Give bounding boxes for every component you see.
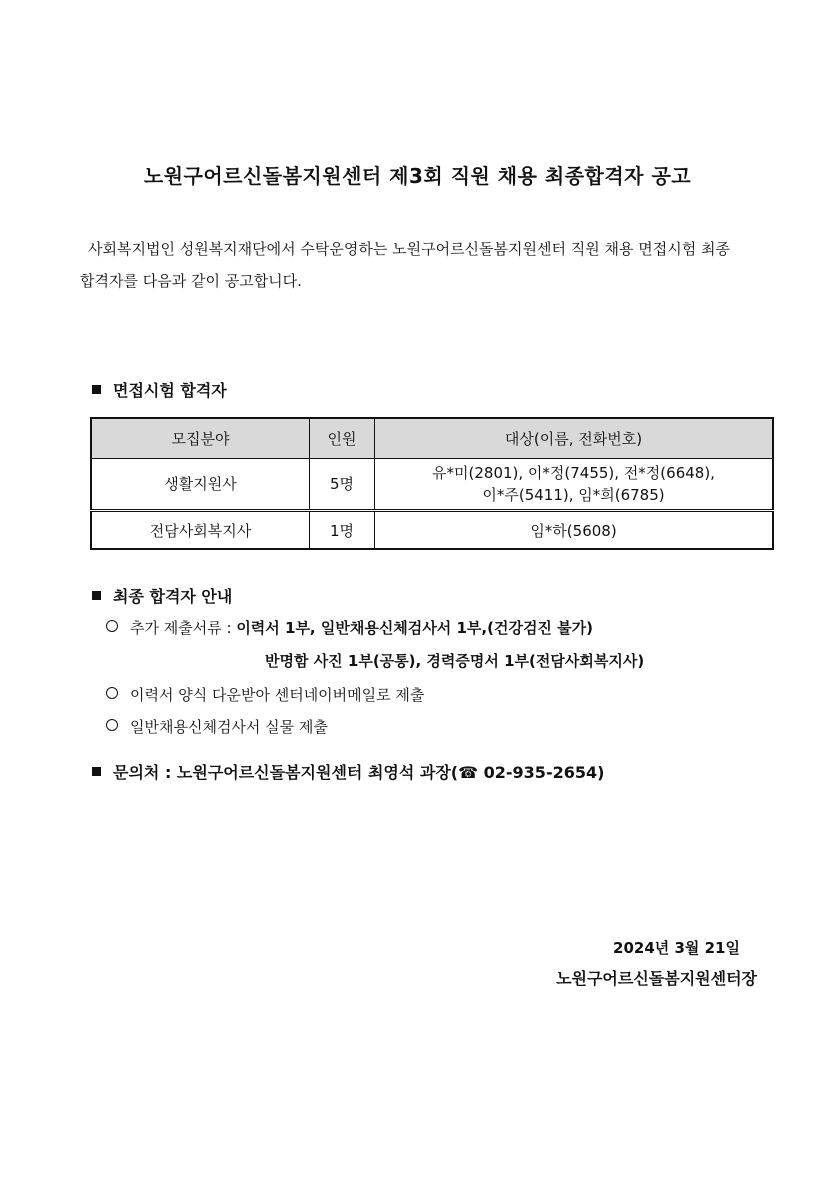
guide-item-documents (106, 617, 593, 638)
section-final-guide (92, 584, 232, 607)
guide-item-health-check (106, 716, 328, 737)
documents-label: 추가 제출서류 : (130, 619, 237, 637)
passers-table (90, 417, 774, 550)
header-count: 인원 (310, 418, 375, 459)
square-bullet-icon (92, 385, 101, 394)
section-interview-passers (92, 378, 227, 401)
table-row (91, 459, 773, 511)
circle-bullet-icon (106, 719, 118, 731)
cell-targets (375, 459, 774, 511)
header-targets: 대상(이름, 전화번호) (375, 418, 774, 459)
header-field: 모집분야 (91, 418, 310, 459)
contact-phone: 02-935-2654) (478, 763, 605, 782)
square-bullet-icon (92, 767, 101, 776)
documents-continued: 반명함 사진 1부(공통), 경력증명서 1부(전담사회복지사) (265, 652, 645, 670)
section-heading: 최종 합격자 안내 (113, 587, 233, 606)
phone-icon: ☎ (458, 763, 479, 782)
cell-count: 5명 (310, 459, 375, 511)
intro-line-1: 사회복지법인 성원복지재단에서 수탁운영하는 노원구어르신돌봄지원센터 직원 채용 면접시험 최종 (88, 240, 730, 258)
documents-value: 이력서 1부, 일반채용신체검사서 1부,(건강검진 불가) (236, 619, 593, 637)
page-title: 노원구어르신돌봄지원센터 제3회 직원 채용 최종합격자 공고 (143, 164, 692, 188)
cell-targets: 임*하(5608) (375, 511, 774, 550)
guide-text: 이력서 양식 다운받아 센터네이버메일로 제출 (130, 686, 425, 704)
targets-line: 이*주(5411), 임*희(6785) (482, 486, 665, 504)
table-row (91, 511, 773, 550)
cell-field: 생활지원사 (91, 459, 310, 511)
circle-bullet-icon (106, 620, 118, 632)
guide-text: 일반채용신체검사서 실물 제출 (130, 718, 328, 736)
table-header-row (91, 418, 773, 459)
contact-line (92, 760, 604, 783)
section-heading: 면접시험 합격자 (113, 381, 227, 400)
guide-item-resume (106, 684, 424, 705)
cell-field: 전담사회복지사 (91, 511, 310, 550)
intro-line-2: 합격자를 다음과 같이 공고합니다. (80, 272, 302, 290)
targets-line: 유*미(2801), 이*정(7455), 전*정(6648), (432, 464, 715, 482)
square-bullet-icon (92, 591, 101, 600)
cell-count: 1명 (310, 511, 375, 550)
circle-bullet-icon (106, 687, 118, 699)
announcement-date: 2024년 3월 21일 (613, 939, 740, 957)
signer: 노원구어르신돌봄지원센터장 (556, 969, 757, 988)
contact-text: 문의처 : 노원구어르신돌봄지원센터 최영석 과장( (113, 763, 459, 782)
